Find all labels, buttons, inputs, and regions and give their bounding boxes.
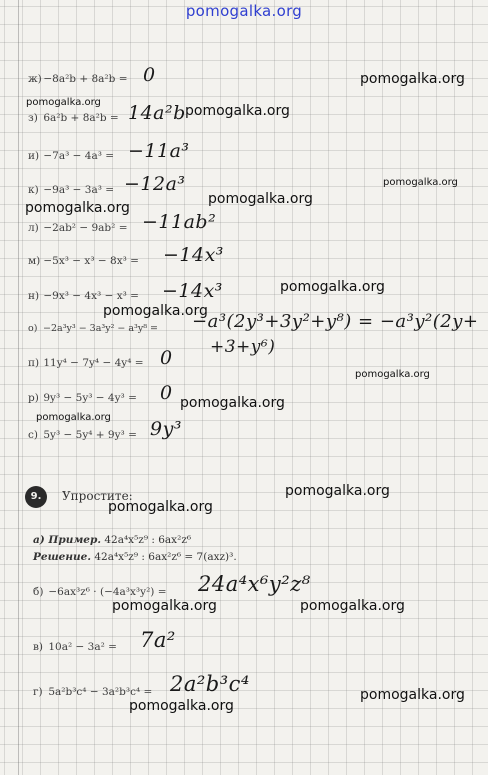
handwritten-answer: 7a² <box>140 628 176 652</box>
handwritten-answer: 24a⁴x⁶y²z⁸ <box>198 572 311 596</box>
row-letter: к) <box>28 184 39 196</box>
row-letter: с) <box>28 429 38 441</box>
watermark: pomogalka.org <box>26 97 101 108</box>
exercise-row-i <box>28 150 114 162</box>
handwritten-answer-continuation: +3+y⁶) <box>210 337 276 357</box>
handwritten-answer: 9y³ <box>150 418 182 440</box>
watermark: pomogalka.org <box>112 598 217 614</box>
handwritten-answer: 14a²b <box>128 102 186 124</box>
row-letter: б) <box>33 586 44 598</box>
watermark: pomogalka.org <box>129 698 234 714</box>
handwritten-answer: −a³(2y³+3y²+y⁸) = −a³y²(2y+ <box>192 311 479 332</box>
watermark: pomogalka.org <box>360 71 465 87</box>
watermark: pomogalka.org <box>25 200 130 216</box>
watermark: pomogalka.org <box>383 177 458 188</box>
row-letter: п) <box>28 357 40 369</box>
row-letter: и) <box>28 150 40 162</box>
watermark: pomogalka.org <box>285 483 390 499</box>
watermark: pomogalka.org <box>36 412 111 423</box>
row-letter: г) <box>33 686 43 698</box>
exercise-row-p <box>28 357 144 369</box>
exercise-row-l <box>28 222 128 234</box>
handwritten-answer: −12a³ <box>124 173 186 195</box>
exercise-row-r <box>28 392 137 404</box>
solution-line <box>33 551 237 563</box>
exercise-row-zh <box>28 73 128 85</box>
row-expression: −2a³y³ − 3a³y² − a³y⁸ = <box>43 323 159 334</box>
watermark: pomogalka.org <box>208 191 313 207</box>
solution-expression: 42a⁴x⁵z⁹ : 6ax²z⁶ = 7(axz)³. <box>94 551 237 563</box>
row-expression: 5y³ − 5y⁴ + 9y³ = <box>43 429 137 441</box>
handwritten-answer: 2a²b³c⁴ <box>170 672 250 696</box>
task-row-b <box>33 586 167 598</box>
row-letter: о) <box>28 323 38 334</box>
handwritten-answer: −14x³ <box>162 280 223 302</box>
task-number-badge: 9. <box>25 486 47 508</box>
row-expression: 5a²b³c⁴ − 3a²b³c⁴ = <box>48 686 153 698</box>
exercise-row-n <box>28 290 139 302</box>
header-watermark: pomogalka.org <box>185 2 303 20</box>
row-letter: л) <box>28 222 39 234</box>
row-expression: −9x³ − 4x³ − x³ = <box>43 290 139 302</box>
row-letter: н) <box>28 290 40 302</box>
handwritten-answer: −11a³ <box>128 140 190 162</box>
watermark: pomogalka.org <box>360 687 465 703</box>
row-expression: −9a³ − 3a³ = <box>43 184 115 196</box>
watermark: pomogalka.org <box>108 499 213 515</box>
example-expression: 42a⁴x⁵z⁹ : 6ax²z⁶ <box>104 534 192 546</box>
watermark: pomogalka.org <box>280 279 385 295</box>
watermark: pomogalka.org <box>180 395 285 411</box>
row-expression: 11y⁴ − 7y⁴ − 4y⁴ = <box>43 357 144 369</box>
row-letter: в) <box>33 641 44 653</box>
handwritten-answer: −11ab² <box>142 211 217 233</box>
watermark: pomogalka.org <box>300 598 405 614</box>
example-line <box>33 534 191 546</box>
handwritten-answer: 0 <box>143 64 156 86</box>
exercise-row-z <box>28 112 119 124</box>
row-expression: −2ab² − 9ab² = <box>43 222 128 234</box>
row-expression: 9y³ − 5y³ − 4y³ = <box>43 392 137 404</box>
row-expression: 10a² − 3a² = <box>48 641 117 653</box>
task-title: Упростите: <box>62 489 133 503</box>
exercise-row-s <box>28 429 137 441</box>
watermark: pomogalka.org <box>355 369 430 380</box>
row-expression: 6a²b + 8a²b = <box>43 112 119 124</box>
row-expression: −6ax³z⁶ · (−4a³x³y²) = <box>48 586 167 598</box>
handwritten-answer: 0 <box>160 347 173 369</box>
row-letter: м) <box>28 255 41 267</box>
handwritten-answer: 0 <box>160 382 173 404</box>
row-letter: ж) <box>28 73 42 85</box>
example-label: а) Пример. <box>33 534 101 546</box>
exercise-row-k <box>28 184 114 196</box>
watermark: pomogalka.org <box>103 303 208 319</box>
solution-label: Решение. <box>33 551 91 563</box>
row-expression: −5x³ − x³ − 8x³ = <box>43 255 139 267</box>
exercise-row-m <box>28 255 139 267</box>
watermark: pomogalka.org <box>185 103 290 119</box>
exercise-row-o <box>28 323 158 334</box>
row-expression: −7a³ − 4a³ = <box>43 150 115 162</box>
handwritten-answer: −14x³ <box>163 244 224 266</box>
row-expression: −8a²b + 8a²b = <box>43 73 128 85</box>
row-letter: з) <box>28 112 38 124</box>
row-letter: р) <box>28 392 39 404</box>
task-row-v <box>33 641 117 653</box>
task-row-g <box>33 686 152 698</box>
